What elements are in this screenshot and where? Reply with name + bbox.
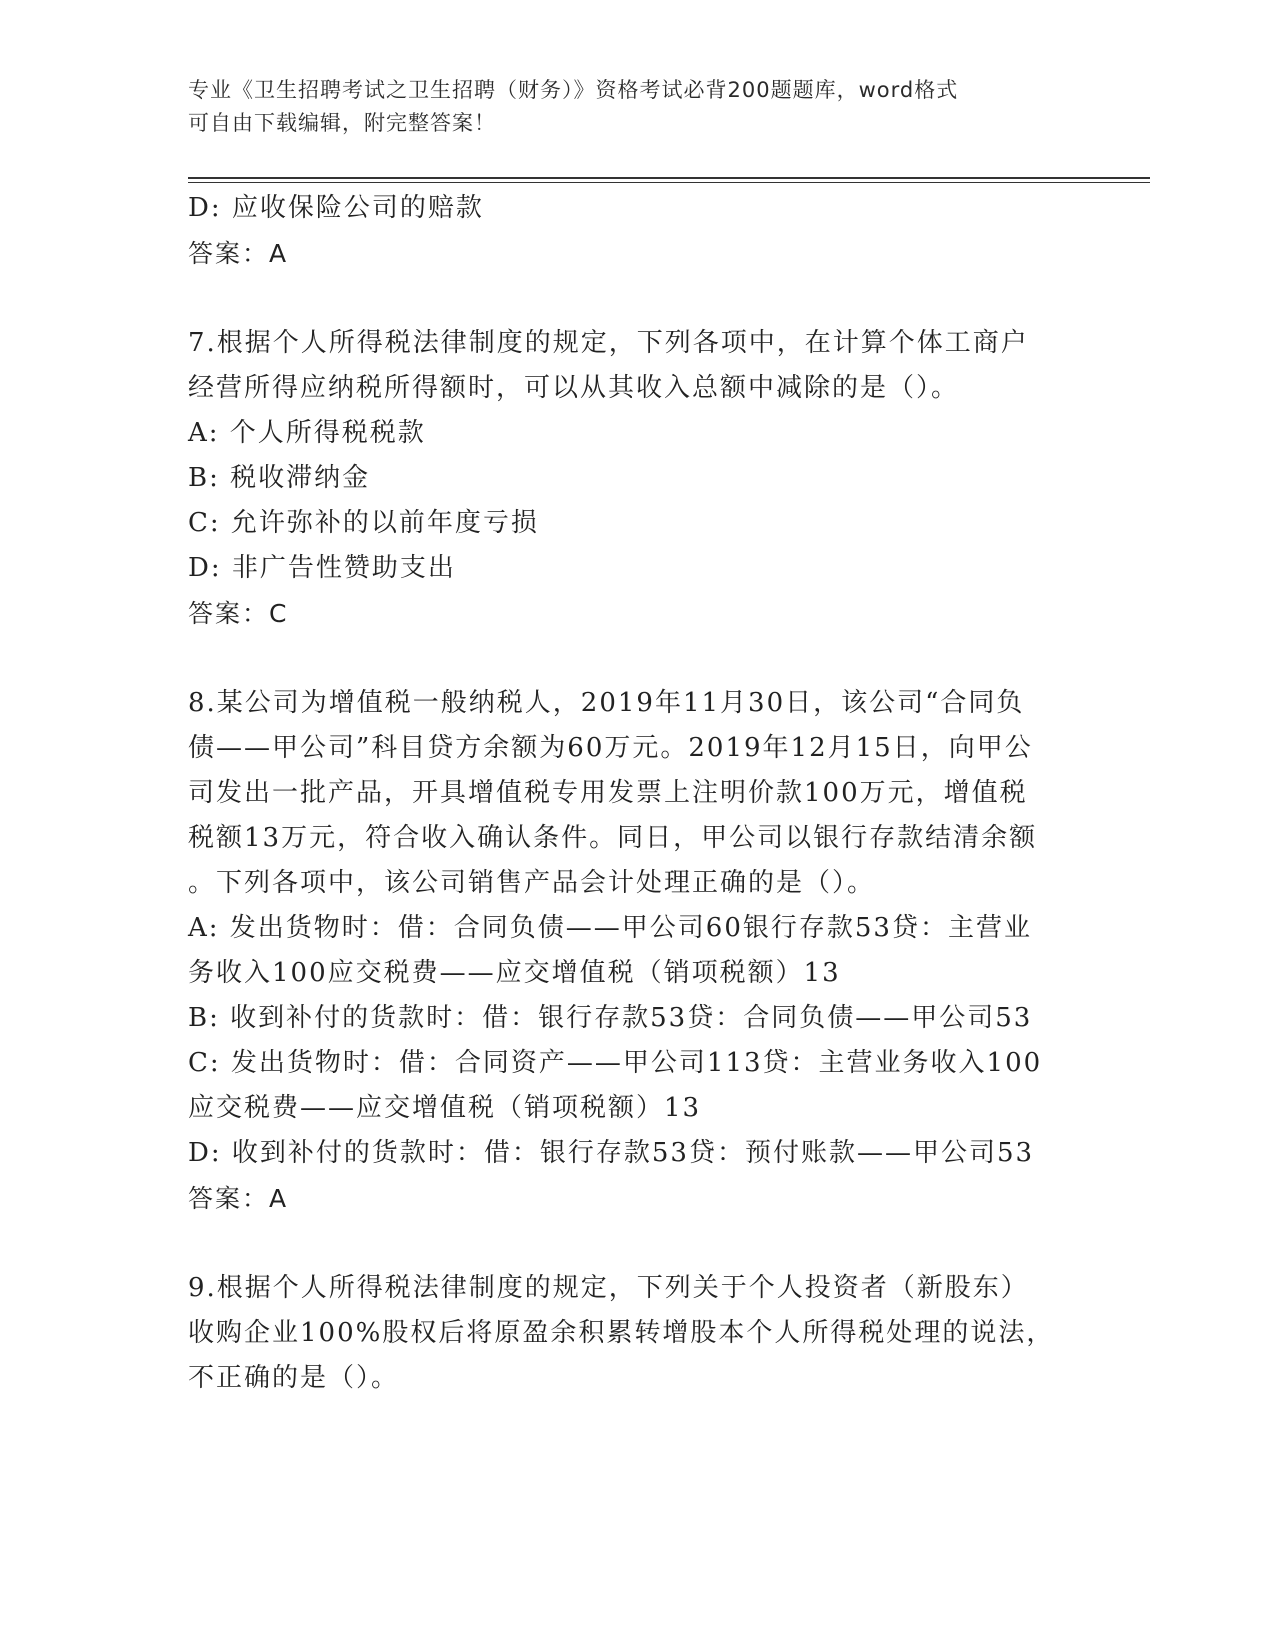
q8-stem-line-3: 司发出一批产品，开具增值税专用发票上注明价款100万元，增值税 (188, 778, 1028, 808)
q8-answer: 答案：A (188, 1184, 289, 1213)
q8-stem-line-4: 税额13万元，符合收入确认条件。同日，甲公司以银行存款结清余额 (188, 823, 1038, 853)
q9-stem-line-3: 不正确的是（）。 (188, 1363, 400, 1393)
document-header (188, 74, 1068, 140)
q7-option-c: C: 允许弥补的以前年度亏损 (188, 508, 539, 538)
q8-option-b: B: 收到补付的货款时：借：银行存款53贷：合同负债——甲公司53 (188, 1003, 1033, 1033)
question-7 (188, 321, 1088, 636)
q7-option-a: A: 个人所得税税款 (188, 418, 426, 448)
q7-option-d: D: 非广告性赞助支出 (188, 553, 456, 583)
header-line-1: 专业《卫生招聘考试之卫生招聘（财务）》资格考试必背200题题库，word格式 (188, 78, 959, 102)
header-rule-thin (188, 182, 1150, 183)
q8-option-d: D: 收到补付的货款时：借：银行存款53贷：预付账款——甲公司53 (188, 1138, 1035, 1168)
q6-answer: 答案：A (188, 239, 289, 268)
q7-stem-line-1: 7.根据个人所得税法律制度的规定，下列各项中，在计算个体工商户 (188, 328, 1029, 358)
q8-stem-line-5: 。下列各项中，该公司销售产品会计处理正确的是（）。 (188, 868, 876, 898)
question-6-tail (188, 186, 1088, 276)
q7-stem-line-2: 经营所得应纳税所得额时，可以从其收入总额中减除的是（）。 (188, 373, 960, 403)
q7-answer: 答案：C (188, 599, 289, 628)
q6-option-d: D: 应收保险公司的赔款 (188, 193, 484, 223)
question-9 (188, 1266, 1088, 1401)
q8-stem-line-2: 债——甲公司”科目贷方余额为60万元。2019年12月15日，向甲公 (188, 733, 1033, 763)
q8-stem-line-1: 8.某公司为增值税一般纳税人，2019年11月30日，该公司“合同负 (188, 688, 1025, 718)
q8-option-a-line-1: A: 发出货物时：借：合同负债——甲公司60银行存款53贷：主营业 (188, 913, 1032, 943)
q8-option-a-line-2: 务收入100应交税费——应交增值税（销项税额）13 (188, 958, 841, 988)
q8-option-c-line-1: C: 发出货物时：借：合同资产——甲公司113贷：主营业务收入100 (188, 1048, 1043, 1078)
document-body (188, 186, 1088, 1401)
q7-option-b: B: 税收滞纳金 (188, 463, 371, 493)
q8-option-c-line-2: 应交税费——应交增值税（销项税额）13 (188, 1093, 702, 1123)
question-8 (188, 681, 1088, 1221)
header-line-2: 可自由下载编辑，附完整答案！ (188, 111, 496, 135)
q9-stem-line-1: 9.根据个人所得税法律制度的规定，下列关于个人投资者（新股东） (188, 1273, 1029, 1303)
q9-stem-line-2: 收购企业100%股权后将原盈余积累转增股本个人所得税处理的说法， (188, 1318, 1055, 1348)
header-rule-thick (188, 177, 1150, 179)
